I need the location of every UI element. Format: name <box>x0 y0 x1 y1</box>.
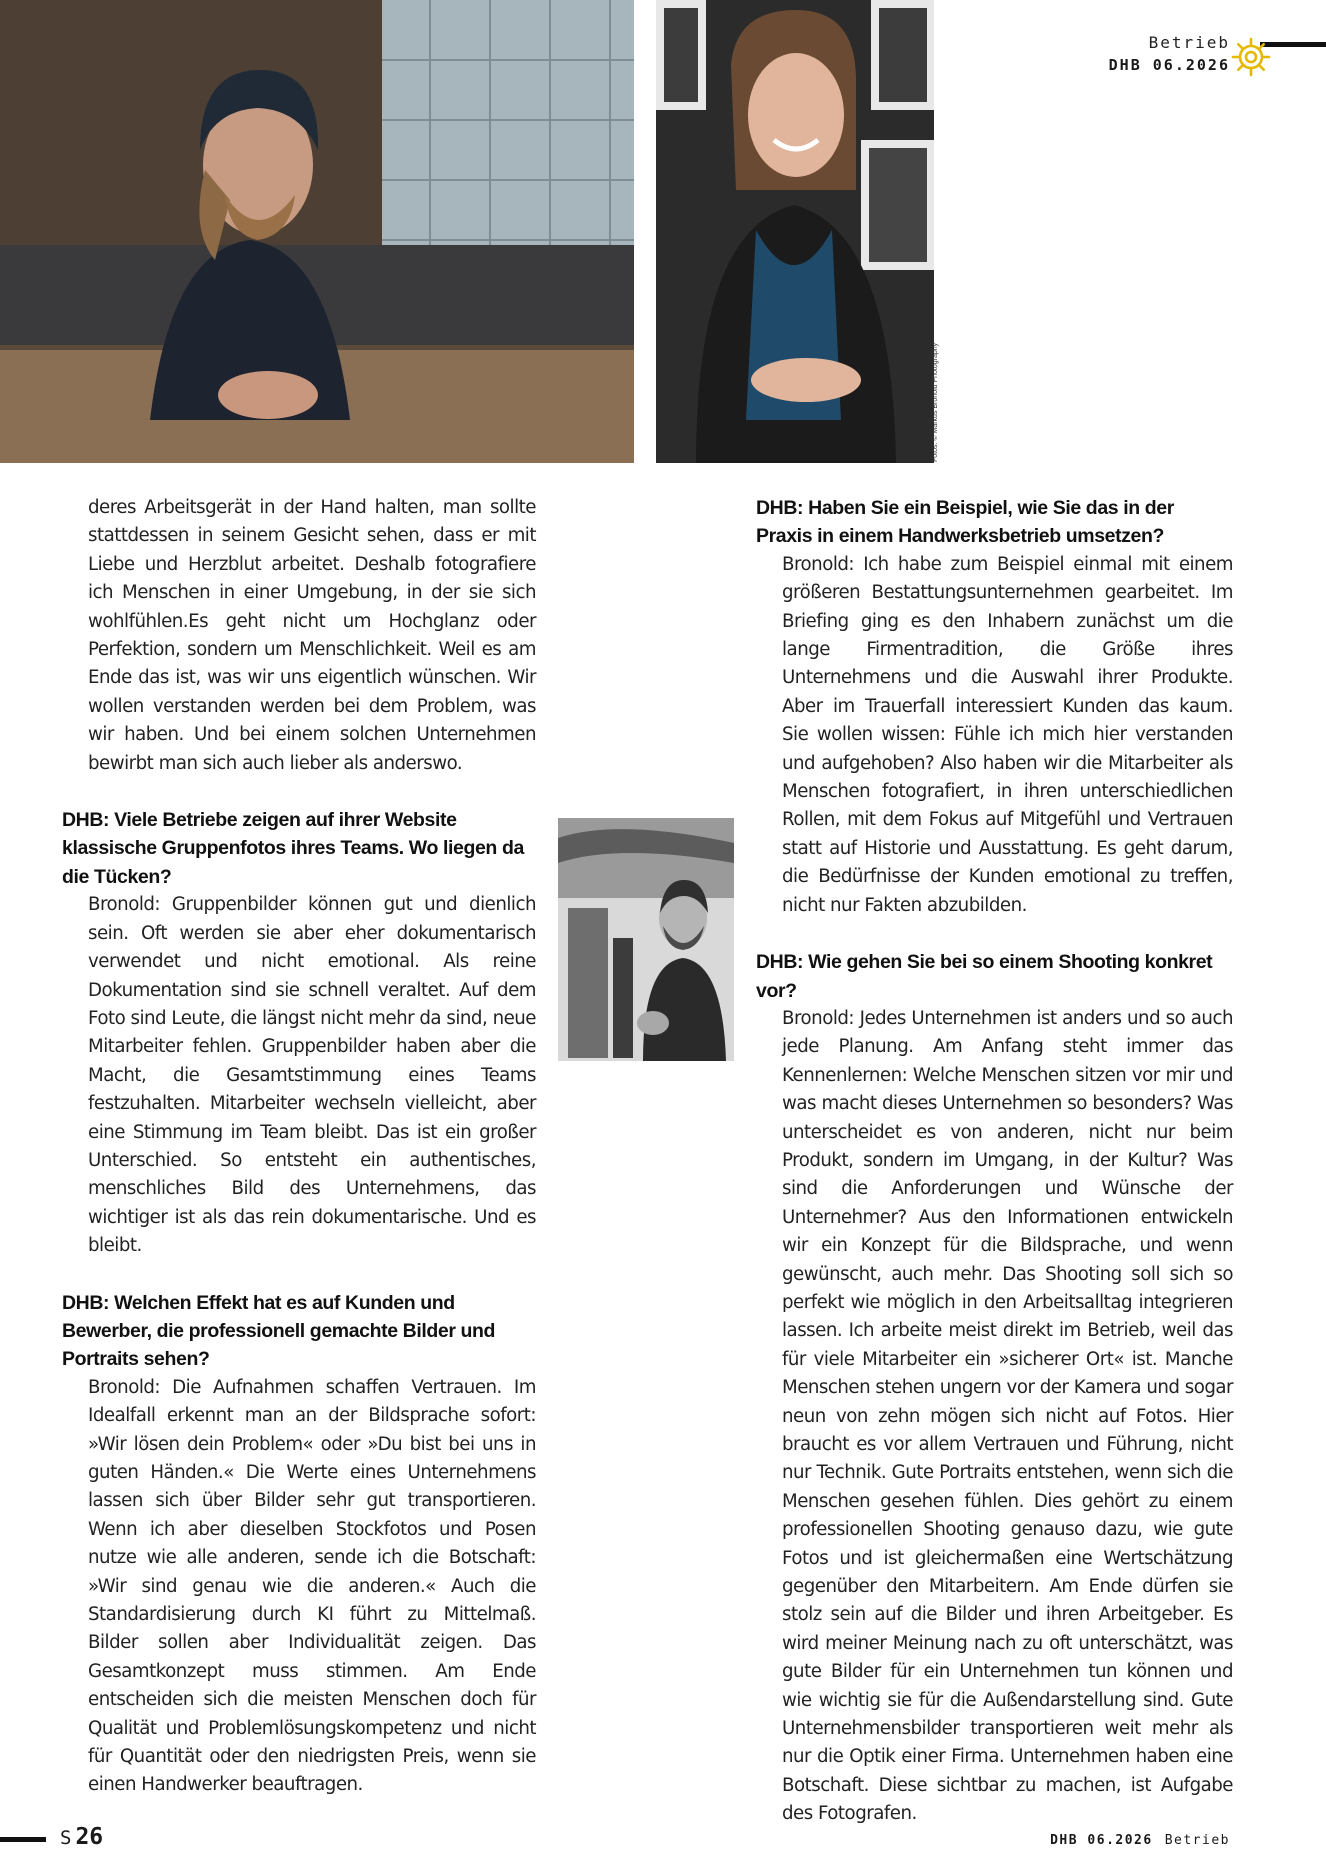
photo-credit: Fotos: © Markus Bronold Photography <box>932 342 939 462</box>
question-2: DHB: Welchen Effekt hat es auf Kunden und Bewerber, die professionell gemachte Bilder und Portraits sehen? <box>62 1291 496 1371</box>
answer-2: Bronold: Die Aufnahmen schaffen Vertrauen. Im Idealfall erkennt man an der Bildsprache sofort: »Wir lösen dein Problem« oder »Du bist bei uns in guten Händen.« Die Werte eines Unternehmens lassen sich über Bilder sehr gut transportieren. Wenn ich aber dieselben Stockfotos und Posen nutze wie alle anderen, sende ich die Botschaft: »Wir sind genau wie die anderen.« Auch die Standardisierung durch KI führt zu Mittelmaß. Bilder sollen aber Individualität zeigen. Das Gesamtkonzept muss stimmen. Am Ende entscheiden sich die meisten Menschen doch für Qualität und Problemlösungskompetenz und nicht für Quantität oder den niedrigsten Preis, wenn sie einen Handwerker beauftragen. <box>88 1376 536 1796</box>
question-1: DHB: Viele Betriebe zeigen auf ihrer Website klassische Gruppenfotos ihres Teams. Wo liegen da die Tücken? <box>62 809 524 888</box>
gear-icon <box>1230 36 1272 78</box>
left-column <box>62 494 536 1800</box>
page-prefix: S <box>60 1827 72 1849</box>
footer-info <box>1050 1833 1230 1848</box>
answer-3: Bronold: Ich habe zum Beispiel einmal mit einem größeren Bestattungsunternehmen gearbeitet. Im Briefing ging es den Inhabern zunächst um die lange Firmentradition, die Größe ihres Unternehmens und die Auswahl ihrer Produkte. Aber im Trauerfall interessiert Kunden das kaum. Sie wollen wissen: Fühle ich mich hier verstanden und aufgehoben? Also haben wir die Mitarbeiter als Menschen fotografiert, in ihren unterschiedlichen Rollen, mit dem Fokus auf Mitgefühl und Vertrauen statt auf Historie und Ausstattung. Es geht darum, die Bedürfnisse der Kunden emotional zu treffen, nicht nur Fakten abzubilden. <box>782 553 1233 916</box>
question-3: DHB: Haben Sie ein Beispiel, wie Sie das in der Praxis in einem Handwerksbetrieb umsetzen? <box>756 497 1174 548</box>
answer-1: Bronold: Gruppenbilder können gut und dienlich sein. Oft werden sie aber eher dokumentarisch verwendet und nicht emotional. Als reine Dokumentation sind sie schnell veraltet. Auf dem Foto sind Leute, die längst nicht mehr da sind, neue Mitarbeiter fehlen. Gruppenbilder haben aber die Macht, die Gesamtstimmung eines Teams festzuhalten. Mitarbeiter wechseln vielleicht, aber eine Stimmung im Team bleibt. Das ist ein großer Unterschied. So entsteht ein authentisches, menschliches Bild des Unternehmens, das wichtiger ist als das rein dokumentarische. Und es bleibt. <box>88 894 536 1257</box>
photo-woman-portrait <box>656 0 934 463</box>
page-header <box>1109 32 1230 76</box>
answer-4: Bronold: Jedes Unternehmen ist anders und so auch jede Planung. Am Anfang steht immer das Kennenlernen: Welche Menschen sitzen vor mir und was macht dieses Unternehmen so besonders? Was unterscheidet es von anderen, nicht nur beim Produkt, sondern im Umgang, in der Kultur? Was sind die Anforderungen und Wünsche der Unternehmer? Aus den Informationen entwickeln wir ein Konzept für die Bildsprache, und wenn gewünscht, auch mehr. Das Shooting soll sich so perfekt wie möglich in den Arbeitsalltag integrieren lassen. Ich arbeite meist direkt im Betrieb, weil das für viele Mitarbeiter ein »sicherer Ort« ist. Manche Menschen stehen ungern vor der Kamera und sogar neun von zehn mögen sich nicht auf Fotos. Hier braucht es vor allem Vertrauen und Führung, nicht nur Technik. Gute Portraits entstehen, wenn sich die Menschen gesehen fühlen. Dies gehört zu einem professionellen Shooting genauso dazu, wie gute Fotos und ist gleichermaßen eine Wertschätzung gegenüber den Mitarbeitern. Am Ende dürfen sie stolz sein auf die Bilder und ihren Arbeitgeber. Es wird meiner Meinung nach zu oft unterschätzt, was gute Bilder für ein Unternehmen tun können und wie wichtig sie für die Außendarstellung sind. Gute Unternehmensbilder transportieren weit mehr als nur die Optik einer Firma. Unternehmen haben eine Botschaft. Diese sichtbar zu machen, ist Aufgabe des Fotografen. <box>782 1007 1233 1825</box>
header-issue: DHB 06.2026 <box>1108 56 1230 74</box>
photo-man-at-table <box>0 0 634 463</box>
footer-rule <box>0 1837 46 1842</box>
page-number-value: 26 <box>75 1824 104 1850</box>
header-section: Betrieb <box>1148 33 1230 52</box>
page-number <box>60 1824 103 1850</box>
photo-craftsman <box>558 818 734 1061</box>
intro-paragraph: deres Arbeitsgerät in der Hand halten, man sollte stattdessen in seinem Gesicht sehen, dass er mit Liebe und Herzblut arbeitet. Deshalb fotografiere ich Menschen in einer Umgebung, in der sie sich wohlfühlen.Es geht nicht um Hochglanz oder Perfektion, sondern um Menschlichkeit. Weil es am Ende das ist, was wir uns eigentlich wünschen. Wir wollen verstanden werden bei dem Problem, was wir haben. Und bei einem solchen Unternehmen bewirbt man sich auch lieber als anderswo. <box>88 497 536 774</box>
right-column <box>756 494 1233 1829</box>
footer-issue: DHB 06.2026 <box>1050 1833 1153 1848</box>
footer-section: Betrieb <box>1164 1833 1230 1848</box>
question-4: DHB: Wie gehen Sie bei so einem Shooting konkret vor? <box>756 951 1213 1002</box>
